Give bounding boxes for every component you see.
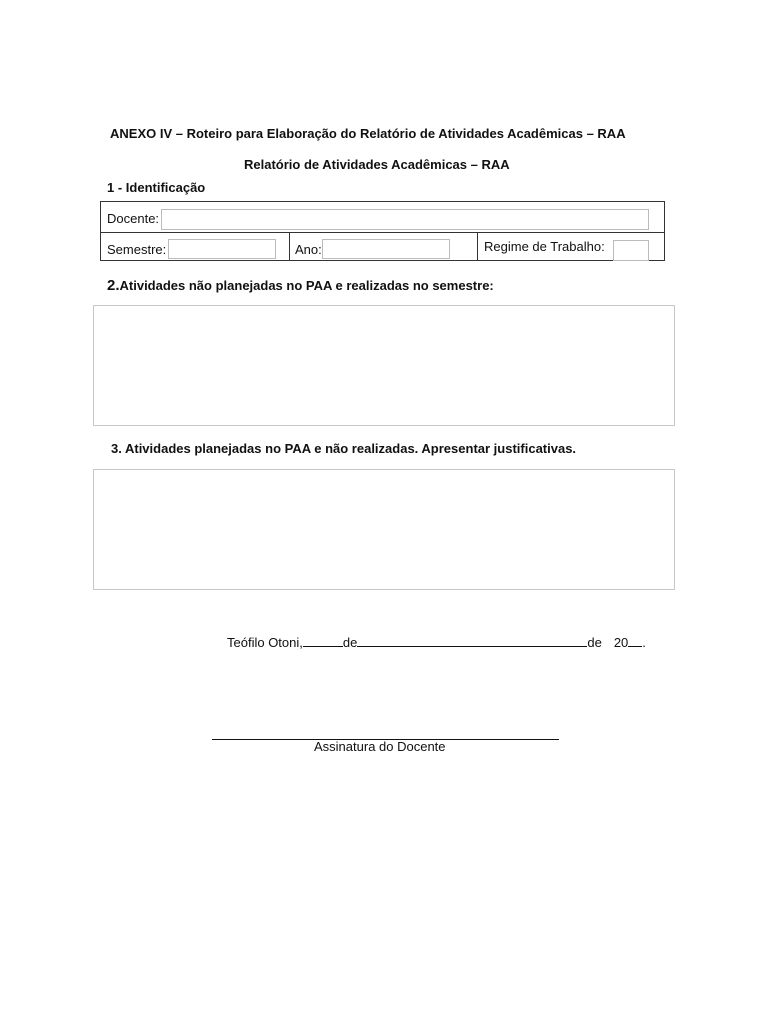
document-subtitle: Relatório de Atividades Acadêmicas – RAA [244, 157, 510, 172]
regime-field[interactable] [613, 240, 649, 261]
de-label-2: de [587, 635, 602, 650]
de-label-1: de [342, 635, 358, 650]
section2-number: 2. [107, 277, 120, 294]
section1-heading: 1 - Identificação [107, 180, 206, 195]
regime-label: Regime de Trabalho: [484, 239, 605, 254]
identification-row-details [101, 232, 664, 260]
year-prefix: 20 [613, 635, 629, 650]
ano-label: Ano: [295, 242, 322, 257]
semestre-label: Semestre: [107, 242, 167, 257]
document-title: ANEXO IV – Roteiro para Elaboração do Relatório de Atividades Acadêmicas – RAA [110, 126, 626, 141]
signature-label: Assinatura do Docente [314, 739, 446, 754]
cell-divider [477, 232, 478, 260]
identification-row-docente [101, 202, 664, 233]
section2-heading-text: Atividades não planejadas no PAA e realizadas no semestre: [119, 278, 494, 293]
date-line [227, 634, 646, 650]
ano-field[interactable] [322, 239, 450, 259]
year-blank[interactable] [628, 634, 642, 647]
docente-label: Docente: [107, 211, 160, 226]
section2-heading [107, 277, 494, 294]
semestre-field[interactable] [168, 239, 276, 259]
city-label: Teófilo Otoni, [227, 635, 303, 650]
date-end: . [642, 635, 646, 650]
month-blank[interactable] [357, 634, 587, 647]
identification-table [100, 201, 665, 261]
section2-textarea[interactable] [93, 305, 675, 426]
cell-divider [289, 232, 290, 260]
day-blank[interactable] [303, 634, 343, 647]
section3-heading: 3. Atividades planejadas no PAA e não realizadas. Apresentar justificativas. [111, 441, 577, 456]
section3-textarea[interactable] [93, 469, 675, 590]
docente-field[interactable] [161, 209, 649, 230]
